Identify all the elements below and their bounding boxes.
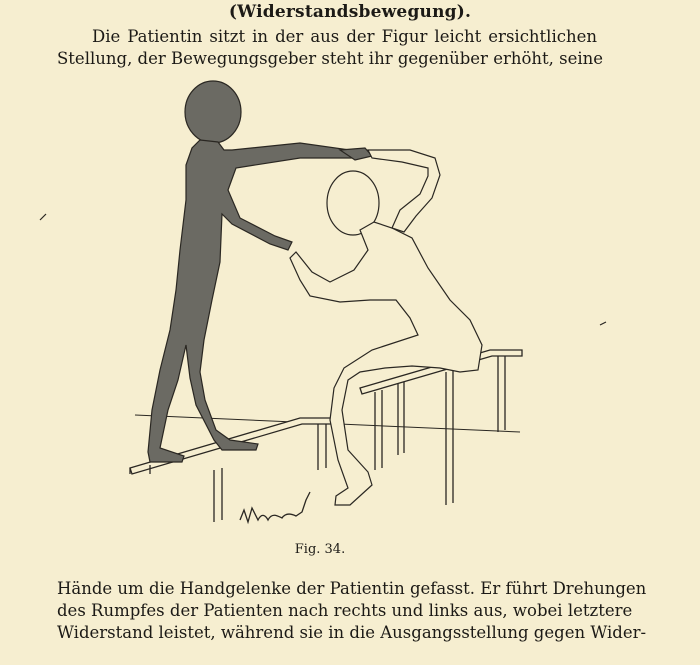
paragraph-line: des Rumpfes der Patienten nach rechts und links aus, wobei letztere bbox=[57, 601, 633, 620]
ink-mark bbox=[40, 214, 46, 220]
figure-caption: Fig. 34. bbox=[294, 542, 346, 557]
paragraph-line: Stellung, der Bewegungsgeber steht ihr gegenüber erhöht, seine bbox=[57, 49, 604, 68]
section-heading: (Widerstandsbewegung). bbox=[228, 2, 472, 22]
paragraph-line: Die Patientin sitzt in der aus der Figur leicht ersichtlichen bbox=[92, 27, 597, 46]
figure-illustration bbox=[0, 75, 700, 540]
signature-mark bbox=[240, 492, 310, 522]
paragraph-line: Hände um die Handgelenke der Patientin gefasst. Er führt Drehungen bbox=[57, 579, 647, 598]
ink-mark bbox=[600, 322, 606, 325]
bench bbox=[360, 350, 522, 505]
paragraph-line: Widerstand leistet, während sie in die Ausgangsstellung gegen Wider- bbox=[57, 623, 647, 642]
